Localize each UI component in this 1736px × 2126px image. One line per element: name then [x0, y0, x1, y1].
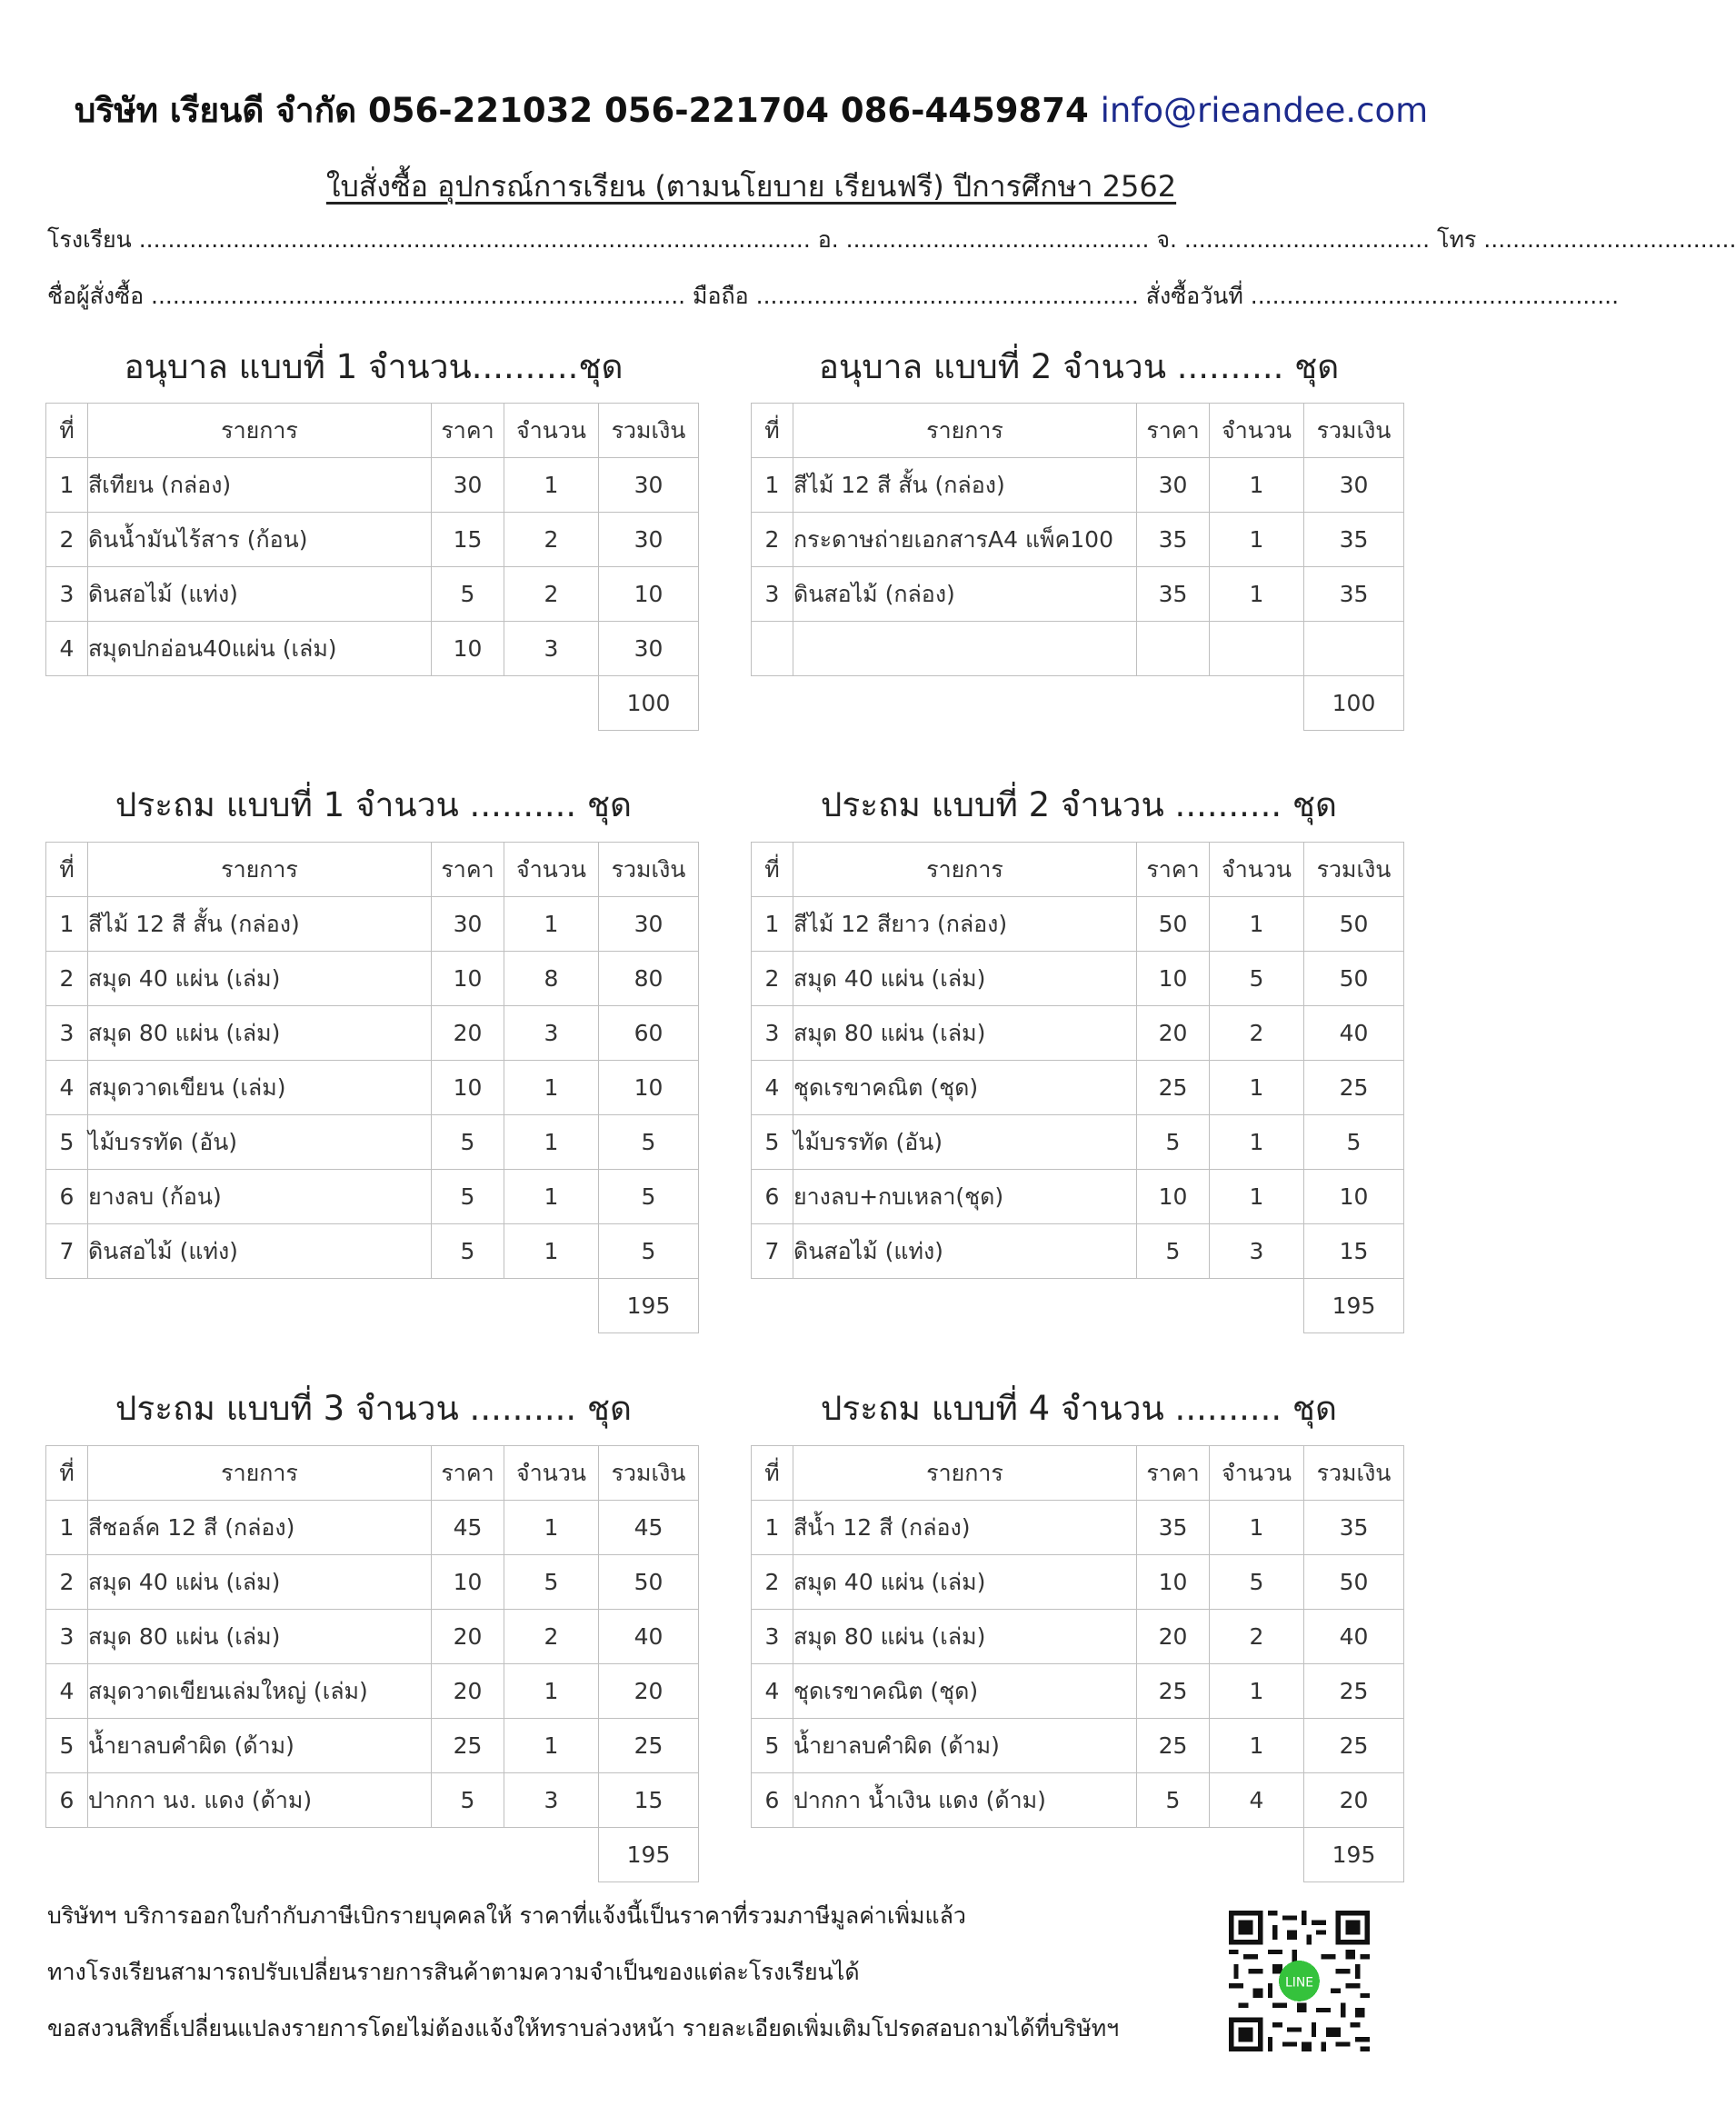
table-row — [46, 622, 699, 676]
cell-item: สมุด 40 แผ่น (เล่ม) — [793, 952, 1137, 1006]
set-total-value: 195 — [1304, 1828, 1404, 1882]
cell-qty: 3 — [1210, 1224, 1304, 1279]
table-header-row — [46, 843, 699, 897]
table-row — [46, 952, 699, 1006]
cell-sum: 25 — [599, 1719, 699, 1773]
cell-qty: 1 — [504, 1115, 599, 1170]
cell-sum: 30 — [1304, 458, 1404, 513]
line-logo-text: LINE — [1285, 1975, 1313, 1991]
cell-qty: 8 — [504, 952, 599, 1006]
cell-item: ชุดเรขาคณิต (ชุด) — [793, 1061, 1137, 1115]
column-header-item: รายการ — [793, 404, 1137, 458]
column-header-item: รายการ — [793, 843, 1137, 897]
cell-item: สีชอล์ค 12 สี (กล่อง) — [88, 1501, 432, 1555]
cell-item: สมุดปกอ่อน40แผ่น (เล่ม) — [88, 622, 432, 676]
table-row — [46, 1170, 699, 1224]
cell-no: 6 — [46, 1773, 88, 1828]
cell-no: 7 — [46, 1224, 88, 1279]
cell-item: สมุดวาดเขียน (เล่ม) — [88, 1061, 432, 1115]
cell-item: ดินน้ำมันไร้สาร (ก้อน) — [88, 513, 432, 567]
total-row — [752, 676, 1404, 731]
cell-sum: 35 — [1304, 567, 1404, 622]
total-spacer — [752, 1828, 1304, 1882]
table-row — [752, 1006, 1404, 1061]
cell-sum: 30 — [599, 513, 699, 567]
cell-item: ยางลบ+กบเหลา(ชุด) — [793, 1170, 1137, 1224]
cell-sum: 80 — [599, 952, 699, 1006]
cell-item: ดินสอไม้ (แท่ง) — [88, 567, 432, 622]
cell-no: 2 — [46, 513, 88, 567]
cell-item: สมุด 80 แผ่น (เล่ม) — [793, 1006, 1137, 1061]
table-row — [46, 458, 699, 513]
cell-item: สมุด 40 แผ่น (เล่ม) — [793, 1555, 1137, 1610]
table-row — [752, 1555, 1404, 1610]
cell-price: 35 — [1137, 513, 1210, 567]
cell-no: 5 — [752, 1719, 793, 1773]
column-header-qty: จำนวน — [1210, 404, 1304, 458]
cell-price: 50 — [1137, 897, 1210, 952]
total-spacer — [752, 676, 1304, 731]
cell-qty: 1 — [1210, 1719, 1304, 1773]
column-header-item: รายการ — [88, 843, 432, 897]
cell-item: ไม้บรรทัด (อัน) — [793, 1115, 1137, 1170]
column-header-sum: รวมเงิน — [599, 1446, 699, 1501]
cell-qty: 1 — [504, 1224, 599, 1279]
column-header-no: ที่ — [46, 404, 88, 458]
table-row — [752, 1501, 1404, 1555]
cell-no: 6 — [46, 1170, 88, 1224]
cell-item: ปากกา น้ำเงิน แดง (ด้าม) — [793, 1773, 1137, 1828]
cell-qty: 2 — [504, 1610, 599, 1664]
set-title-primary-2: ประถม แบบที่ 2 จำนวน .......... ชุด — [820, 785, 1338, 824]
table-row — [752, 1664, 1404, 1719]
column-header-no: ที่ — [752, 1446, 793, 1501]
cell-sum: 50 — [1304, 897, 1404, 952]
cell-no: 4 — [46, 622, 88, 676]
table-row — [46, 1719, 699, 1773]
table-row — [752, 897, 1404, 952]
set-total-value: 195 — [1304, 1279, 1404, 1333]
cell-sum: 10 — [599, 567, 699, 622]
cell-no: 4 — [752, 1061, 793, 1115]
cell-qty: 1 — [504, 1719, 599, 1773]
cell-sum: 40 — [1304, 1610, 1404, 1664]
cell-no: 1 — [46, 458, 88, 513]
cell-sum: 10 — [599, 1061, 699, 1115]
cell-qty: 1 — [1210, 567, 1304, 622]
cell-item: ปากกา นง. แดง (ด้าม) — [88, 1773, 432, 1828]
table-row — [752, 1719, 1404, 1773]
cell-item: กระดาษถ่ายเอกสารA4 แพ็ค100 — [793, 513, 1137, 567]
cell-no: 5 — [46, 1719, 88, 1773]
cell-sum: 50 — [1304, 1555, 1404, 1610]
cell-item: สีไม้ 12 สี สั้น (กล่อง) — [793, 458, 1137, 513]
cell-sum: 5 — [1304, 1115, 1404, 1170]
table-row — [46, 1664, 699, 1719]
cell-sum: 40 — [1304, 1006, 1404, 1061]
cell-no: 5 — [752, 1115, 793, 1170]
table-header-row — [752, 843, 1404, 897]
cell-no: 6 — [752, 1170, 793, 1224]
cell-no: 3 — [752, 1610, 793, 1664]
cell-item: สมุด 80 แผ่น (เล่ม) — [88, 1006, 432, 1061]
order-table-primary-1 — [45, 842, 699, 1333]
total-spacer — [46, 1828, 599, 1882]
cell-price: 20 — [1137, 1610, 1210, 1664]
cell-sum: 15 — [1304, 1224, 1404, 1279]
column-header-price: ราคา — [1137, 1446, 1210, 1501]
set-title-primary-4: ประถม แบบที่ 4 จำนวน .......... ชุด — [820, 1389, 1338, 1428]
cell-no: 1 — [752, 897, 793, 952]
cell-price: 20 — [1137, 1006, 1210, 1061]
cell-item: สมุด 80 แผ่น (เล่ม) — [88, 1610, 432, 1664]
cell-price: 10 — [1137, 1170, 1210, 1224]
order-table-primary-4 — [751, 1445, 1404, 1882]
table-header-row — [752, 1446, 1404, 1501]
cell-sum: 15 — [599, 1773, 699, 1828]
company-email[interactable]: info@rieandee.com — [1100, 91, 1429, 130]
cell-qty: 1 — [1210, 1170, 1304, 1224]
cell-qty: 1 — [504, 1170, 599, 1224]
cell-qty — [1210, 622, 1304, 676]
column-header-item: รายการ — [88, 404, 432, 458]
cell-no: 2 — [752, 952, 793, 1006]
cell-qty: 1 — [1210, 1061, 1304, 1115]
cell-price: 10 — [432, 952, 504, 1006]
cell-price: 5 — [432, 567, 504, 622]
page-title: ใบสั่งซื้อ อุปกรณ์การเรียน (ตามนโยบาย เรียนฟรี) ปีการศึกษา 2562 — [325, 169, 1177, 204]
cell-item: ดินสอไม้ (กล่อง) — [793, 567, 1137, 622]
column-header-qty: จำนวน — [504, 404, 599, 458]
cell-qty: 5 — [504, 1555, 599, 1610]
cell-sum: 35 — [1304, 513, 1404, 567]
table-row — [46, 1115, 699, 1170]
cell-item: สมุดวาดเขียนเล่มใหญ่ (เล่ม) — [88, 1664, 432, 1719]
table-row — [752, 1610, 1404, 1664]
cell-sum: 5 — [599, 1115, 699, 1170]
cell-price: 5 — [432, 1773, 504, 1828]
cell-item: ดินสอไม้ (แท่ง) — [793, 1224, 1137, 1279]
table-header-row — [46, 404, 699, 458]
table-row — [46, 567, 699, 622]
cell-price: 20 — [432, 1006, 504, 1061]
table-row — [752, 513, 1404, 567]
cell-item: สมุด 40 แผ่น (เล่ม) — [88, 1555, 432, 1610]
cell-price: 20 — [432, 1610, 504, 1664]
cell-no: 3 — [752, 567, 793, 622]
cell-qty: 1 — [1210, 1115, 1304, 1170]
cell-price: 10 — [1137, 952, 1210, 1006]
cell-no: 1 — [46, 897, 88, 952]
cell-item: น้ำยาลบคำผิด (ด้าม) — [88, 1719, 432, 1773]
cell-price: 30 — [432, 897, 504, 952]
cell-price: 10 — [432, 622, 504, 676]
table-row — [752, 1115, 1404, 1170]
cell-no: 3 — [46, 567, 88, 622]
cell-sum: 60 — [599, 1006, 699, 1061]
column-header-sum: รวมเงิน — [599, 404, 699, 458]
table-row — [752, 622, 1404, 676]
cell-item: ดินสอไม้ (แท่ง) — [88, 1224, 432, 1279]
cell-qty: 1 — [504, 458, 599, 513]
cell-qty: 1 — [504, 1501, 599, 1555]
cell-qty: 1 — [1210, 458, 1304, 513]
table-row — [752, 1224, 1404, 1279]
cell-item: น้ำยาลบคำผิด (ด้าม) — [793, 1719, 1137, 1773]
table-row — [46, 1224, 699, 1279]
cell-price: 30 — [1137, 458, 1210, 513]
cell-no: 1 — [752, 458, 793, 513]
cell-item: สีไม้ 12 สี สั้น (กล่อง) — [88, 897, 432, 952]
table-row — [46, 1773, 699, 1828]
table-row — [46, 1061, 699, 1115]
column-header-sum: รวมเงิน — [599, 843, 699, 897]
cell-price: 45 — [432, 1501, 504, 1555]
column-header-price: ราคา — [432, 1446, 504, 1501]
column-header-price: ราคา — [432, 843, 504, 897]
cell-item: ยางลบ (ก้อน) — [88, 1170, 432, 1224]
cell-qty: 3 — [504, 622, 599, 676]
order-table-kindergarten-2 — [751, 403, 1404, 731]
cell-item: ชุดเรขาคณิต (ชุด) — [793, 1664, 1137, 1719]
cell-sum — [1304, 622, 1404, 676]
cell-no: 4 — [46, 1664, 88, 1719]
column-header-sum: รวมเงิน — [1304, 1446, 1404, 1501]
cell-no: 2 — [752, 513, 793, 567]
total-spacer — [46, 676, 599, 731]
cell-qty: 2 — [504, 567, 599, 622]
cell-qty: 1 — [1210, 513, 1304, 567]
cell-price: 5 — [1137, 1224, 1210, 1279]
column-header-item: รายการ — [793, 1446, 1137, 1501]
cell-qty: 3 — [504, 1773, 599, 1828]
table-header-row — [46, 1446, 699, 1501]
order-table-primary-2 — [751, 842, 1404, 1333]
order-table-primary-3 — [45, 1445, 699, 1882]
column-header-no: ที่ — [46, 843, 88, 897]
cell-no: 2 — [752, 1555, 793, 1610]
table-row — [752, 1170, 1404, 1224]
column-header-qty: จำนวน — [1210, 843, 1304, 897]
cell-qty: 1 — [1210, 1501, 1304, 1555]
cell-sum: 25 — [1304, 1061, 1404, 1115]
cell-price: 10 — [432, 1555, 504, 1610]
cell-price: 10 — [1137, 1555, 1210, 1610]
cell-qty: 5 — [1210, 1555, 1304, 1610]
cell-price: 5 — [432, 1115, 504, 1170]
cell-sum: 45 — [599, 1501, 699, 1555]
total-row — [46, 676, 699, 731]
cell-qty: 2 — [504, 513, 599, 567]
cell-price: 25 — [1137, 1664, 1210, 1719]
cell-sum: 10 — [1304, 1170, 1404, 1224]
cell-sum: 30 — [599, 458, 699, 513]
cell-no: 5 — [46, 1115, 88, 1170]
school-info-line: โรงเรียน ............................................................................................. อ. .......................................... จ. .................................. โทร ................................... — [47, 226, 1736, 253]
cell-sum: 40 — [599, 1610, 699, 1664]
cell-sum: 50 — [599, 1555, 699, 1610]
total-row — [46, 1279, 699, 1333]
column-header-price: ราคา — [1137, 843, 1210, 897]
cell-no — [752, 622, 793, 676]
cell-price: 5 — [432, 1224, 504, 1279]
column-header-price: ราคา — [432, 404, 504, 458]
cell-qty: 1 — [1210, 897, 1304, 952]
table-header-row — [752, 404, 1404, 458]
table-row — [46, 1555, 699, 1610]
cell-sum: 30 — [599, 622, 699, 676]
cell-no: 4 — [752, 1664, 793, 1719]
table-row — [752, 567, 1404, 622]
order-table-kindergarten-1 — [45, 403, 699, 731]
cell-sum: 25 — [1304, 1719, 1404, 1773]
cell-no: 3 — [46, 1006, 88, 1061]
set-total-value: 100 — [1304, 676, 1404, 731]
total-spacer — [46, 1279, 599, 1333]
total-row — [46, 1828, 699, 1882]
set-title-kindergarten-1: อนุบาล แบบที่ 1 จำนวน..........ชุด — [124, 347, 624, 386]
column-header-sum: รวมเงิน — [1304, 404, 1404, 458]
note-adjust-items: ทางโรงเรียนสามารถปรับเปลี่ยนรายการสินค้าตามความจำเป็นของแต่ละโรงเรียนได้ — [47, 1959, 860, 1985]
cell-sum: 5 — [599, 1170, 699, 1224]
cell-item: สมุด 40 แผ่น (เล่ม) — [88, 952, 432, 1006]
line-qr-code-icon — [1229, 1911, 1370, 2051]
table-row — [752, 952, 1404, 1006]
column-header-price: ราคา — [1137, 404, 1210, 458]
cell-qty: 3 — [504, 1006, 599, 1061]
cell-qty: 5 — [1210, 952, 1304, 1006]
set-total-value: 195 — [599, 1279, 699, 1333]
table-row — [46, 897, 699, 952]
column-header-item: รายการ — [88, 1446, 432, 1501]
cell-no: 6 — [752, 1773, 793, 1828]
cell-sum: 25 — [1304, 1664, 1404, 1719]
note-tax-invoice: บริษัทฯ บริการออกใบกำกับภาษีเบิกรายบุคคลให้ ราคาที่แจ้งนี้เป็นราคาที่รวมภาษีมูลค่าเพิ่มแล้ว — [47, 1902, 966, 1929]
cell-no: 1 — [46, 1501, 88, 1555]
total-row — [752, 1279, 1404, 1333]
cell-qty: 1 — [504, 1061, 599, 1115]
cell-price: 35 — [1137, 1501, 1210, 1555]
cell-no: 3 — [752, 1006, 793, 1061]
cell-item — [793, 622, 1137, 676]
cell-no: 2 — [46, 1555, 88, 1610]
column-header-qty: จำนวน — [504, 1446, 599, 1501]
cell-no: 1 — [752, 1501, 793, 1555]
cell-price: 25 — [432, 1719, 504, 1773]
table-row — [752, 1061, 1404, 1115]
company-name-phones: บริษัท เรียนดี จำกัด 056-221032 056-221704 086-4459874 — [74, 91, 1089, 130]
cell-no: 2 — [46, 952, 88, 1006]
table-row — [46, 1006, 699, 1061]
cell-qty: 4 — [1210, 1773, 1304, 1828]
cell-item: สีเทียน (กล่อง) — [88, 458, 432, 513]
table-row — [46, 513, 699, 567]
cell-qty: 2 — [1210, 1006, 1304, 1061]
total-row — [752, 1828, 1404, 1882]
cell-sum: 35 — [1304, 1501, 1404, 1555]
column-header-qty: จำนวน — [504, 843, 599, 897]
cell-qty: 1 — [1210, 1664, 1304, 1719]
cell-price: 35 — [1137, 567, 1210, 622]
cell-qty: 1 — [504, 897, 599, 952]
cell-qty: 2 — [1210, 1610, 1304, 1664]
table-row — [752, 1773, 1404, 1828]
column-header-no: ที่ — [752, 843, 793, 897]
cell-sum: 30 — [599, 897, 699, 952]
cell-item: ไม้บรรทัด (อัน) — [88, 1115, 432, 1170]
table-row — [752, 458, 1404, 513]
set-total-value: 100 — [599, 676, 699, 731]
cell-no: 4 — [46, 1061, 88, 1115]
cell-sum: 50 — [1304, 952, 1404, 1006]
cell-sum: 5 — [599, 1224, 699, 1279]
orderer-info-line: ชื่อผู้สั่งซื้อ .......................................................................... มือถือ ..................................................... สั่งซื้อวันที่ ................................................... — [47, 283, 1620, 309]
table-row — [46, 1610, 699, 1664]
cell-no: 7 — [752, 1224, 793, 1279]
cell-price: 25 — [1137, 1061, 1210, 1115]
cell-item: สมุด 80 แผ่น (เล่ม) — [793, 1610, 1137, 1664]
set-title-primary-3: ประถม แบบที่ 3 จำนวน .......... ชุด — [115, 1389, 633, 1428]
cell-price: 10 — [432, 1061, 504, 1115]
cell-item: สีไม้ 12 สียาว (กล่อง) — [793, 897, 1137, 952]
company-header — [0, 84, 1502, 137]
cell-price — [1137, 622, 1210, 676]
column-header-sum: รวมเงิน — [1304, 843, 1404, 897]
cell-price: 5 — [432, 1170, 504, 1224]
note-reserve-rights: ขอสงวนสิทธิ์เปลี่ยนแปลงรายการโดยไม่ต้องแจ้งให้ทราบล่วงหน้า รายละเอียดเพิ่มเติมโปรดสอบถามได้ที่บริษัทฯ — [47, 2015, 1120, 2041]
cell-price: 20 — [432, 1664, 504, 1719]
table-row — [46, 1501, 699, 1555]
cell-price: 5 — [1137, 1773, 1210, 1828]
total-spacer — [752, 1279, 1304, 1333]
cell-no: 3 — [46, 1610, 88, 1664]
cell-price: 30 — [432, 458, 504, 513]
cell-sum: 20 — [599, 1664, 699, 1719]
cell-sum: 20 — [1304, 1773, 1404, 1828]
column-header-no: ที่ — [752, 404, 793, 458]
column-header-qty: จำนวน — [1210, 1446, 1304, 1501]
set-title-kindergarten-2: อนุบาล แบบที่ 2 จำนวน .......... ชุด — [818, 347, 1340, 386]
cell-price: 15 — [432, 513, 504, 567]
column-header-no: ที่ — [46, 1446, 88, 1501]
cell-item: สีน้ำ 12 สี (กล่อง) — [793, 1501, 1137, 1555]
set-title-primary-1: ประถม แบบที่ 1 จำนวน .......... ชุด — [115, 785, 633, 824]
cell-qty: 1 — [504, 1664, 599, 1719]
cell-price: 5 — [1137, 1115, 1210, 1170]
cell-price: 25 — [1137, 1719, 1210, 1773]
set-total-value: 195 — [599, 1828, 699, 1882]
